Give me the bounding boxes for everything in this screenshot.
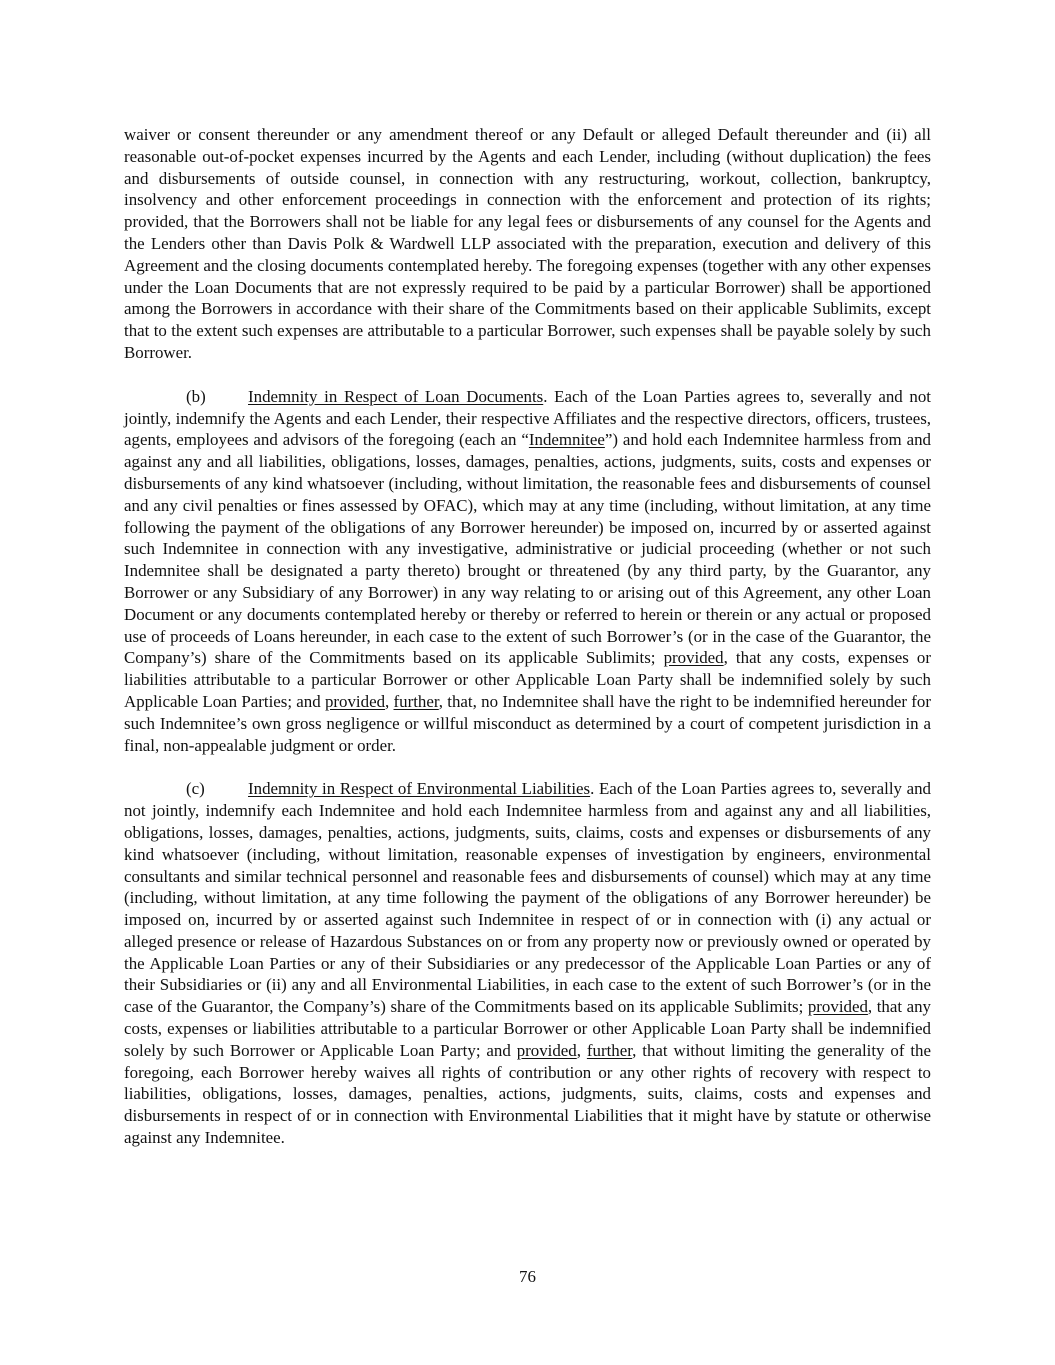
section-b-label: (b) [186, 386, 206, 406]
section-b-text-3: , that any costs, expenses or liabilities attributable to a particular Borrower or other Applicable Loan Party shall be indemnified solely by such Applicable Loan Parties; and [124, 648, 931, 711]
section-b-text-4: , that, no Indemnitee shall have the right to be indemnified hereunder for such Indemnitee’s own gross negligence or willful misconduct as determined by a court of competent jurisdiction in a final, non-appealable judgment or order. [124, 691, 931, 755]
section-c-text-3: , that without limiting the generality of the foregoing, each Borrower hereby waives all rights of contribution or any other rights of recovery with respect to liabilities, obligations, losses, damages, penalties, actions, judgments, suits, claims, costs and expenses and disbursements in respect of or in connection with Environmental Liabilities that it might have by statute or otherwise against any Indemnitee. [124, 1040, 931, 1148]
section-b-heading-end: . [543, 386, 548, 406]
section-b-heading: Indemnity in Respect of Loan Documents [248, 386, 544, 406]
document-page [124, 124, 931, 1171]
section-c-provided-2: provided [516, 1040, 577, 1060]
section-c-provided-1: provided [807, 997, 868, 1017]
section-c-text-2: , that any costs, expenses or liabilities attributable to a particular Borrower or other Applicable Loan Party shall be indemnified solely by such Borrower or Applicable Loan Party; and [124, 997, 931, 1060]
section-b-comma: , [385, 691, 394, 711]
section-b-text-2: ”) and hold each Indemnitee harmless from and against any and all liabilities, obligations, losses, damages, penalties, actions, judgments, suits, costs and expenses or disbursements of any kind whatsoever (including, without limitation, the reasonable fees and disbursements of counsel and any civil penalties or fines assessed by OFAC), which may at any time (including, without limitation, at any time following the payment of the obligations of any Borrower hereunder) be imposed on, incurred by or asserted against such Indemnitee in connection with any investigative, administrative or judicial proceeding (whether or not such Indemnitee shall be designated a party thereto) brought or threatened (by any third party, by the Guarantor, any Borrower or any Subsidiary of any Borrower) in any way relating to or arising out of this Agreement, any other Loan Document or any documents contemplated hereby or thereby or referred to herein or therein or any actual or proposed use of proceeds of Loans hereunder, in each case to the extent of such Borrower’s (or in the case of the Guarantor, the Company’s) share of the Commitments based on its applicable Sublimits; [124, 430, 931, 668]
section-c-further: further [586, 1040, 633, 1060]
section-c-paragraph [124, 778, 931, 1149]
page-number: 76 [519, 1267, 536, 1286]
intro-paragraph: waiver or consent thereunder or any amendment thereof or any Default or alleged Default thereunder and (ii) all reasonable out-of-pocket expenses incurred by the Agents and each Lender, including (without duplication) the fees and disbursements of outside counsel, in connection with any restructuring, workout, collection, bankruptcy, insolvency and other enforcement proceedings in connection with the enforcement and protection of its rights; provided, that the Borrowers shall not be liable for any legal fees or disbursements of any counsel for the Agents and the Lenders other than Davis Polk & Wardwell LLP associated with the preparation, execution and delivery of this Agreement and the closing documents contemplated hereby. The foregoing expenses (together with any other expenses under the Loan Documents that are not expressly required to be paid by a particular Borrower) shall be apportioned among the Borrowers in accordance with their share of the Commitments based on their applicable Sublimits, except that to the extent such expenses are attributable to a particular Borrower, such expenses shall be payable solely by such Borrower. [124, 125, 931, 362]
section-b-further: further [393, 691, 439, 711]
defined-term-indemnitee: Indemnitee [528, 430, 605, 450]
section-b-provided-2: provided [324, 691, 386, 711]
section-c-heading-end: . [590, 779, 595, 799]
section-c-text-1: Each of the Loan Parties agrees to, severally and not jointly, indemnify each Indemnitee and hold each Indemnitee harmless from and against any and all liabilities, obligations, losses, damages, penalties, actions, judgments, suits, claims, costs and expenses or disbursements of any kind whatsoever (including, without limitation, reasonable expenses of investigation by engineers, environmental consultants and similar technical personnel and reasonable fees and disbursements of counsel) which may at any time (including, without limitation, at any time following the payment of the obligations of any Borrower hereunder) be imposed on, incurred by or asserted against such Indemnitee in respect of or in connection with (i) any actual or alleged presence or release of Hazardous Substances on or from any property now or previously owned or operated by the Applicable Loan Parties or any of their Subsidiaries or any predecessor of the Applicable Loan Parties or any of their Subsidiaries or (ii) any and all Environmental Liabilities, in each case to the extent of such Borrower’s (or in the case of the Guarantor, the Company’s) share of the Commitments based on its applicable Sublimits; [124, 779, 931, 1017]
section-c-heading: Indemnity in Respect of Environmental Liabilities [248, 779, 591, 799]
section-b-provided-1: provided [663, 648, 724, 668]
section-b-paragraph [124, 386, 931, 757]
section-c-label: (c) [186, 779, 205, 799]
section-c-comma: , [576, 1040, 587, 1060]
section-b-text-1: Each of the Loan Parties agrees to, severally and not jointly, indemnify the Agents and each Lender, their respective Affiliates and the respective directors, officers, trustees, agents, employees and advisors of the foregoing (each an “ [124, 386, 932, 450]
